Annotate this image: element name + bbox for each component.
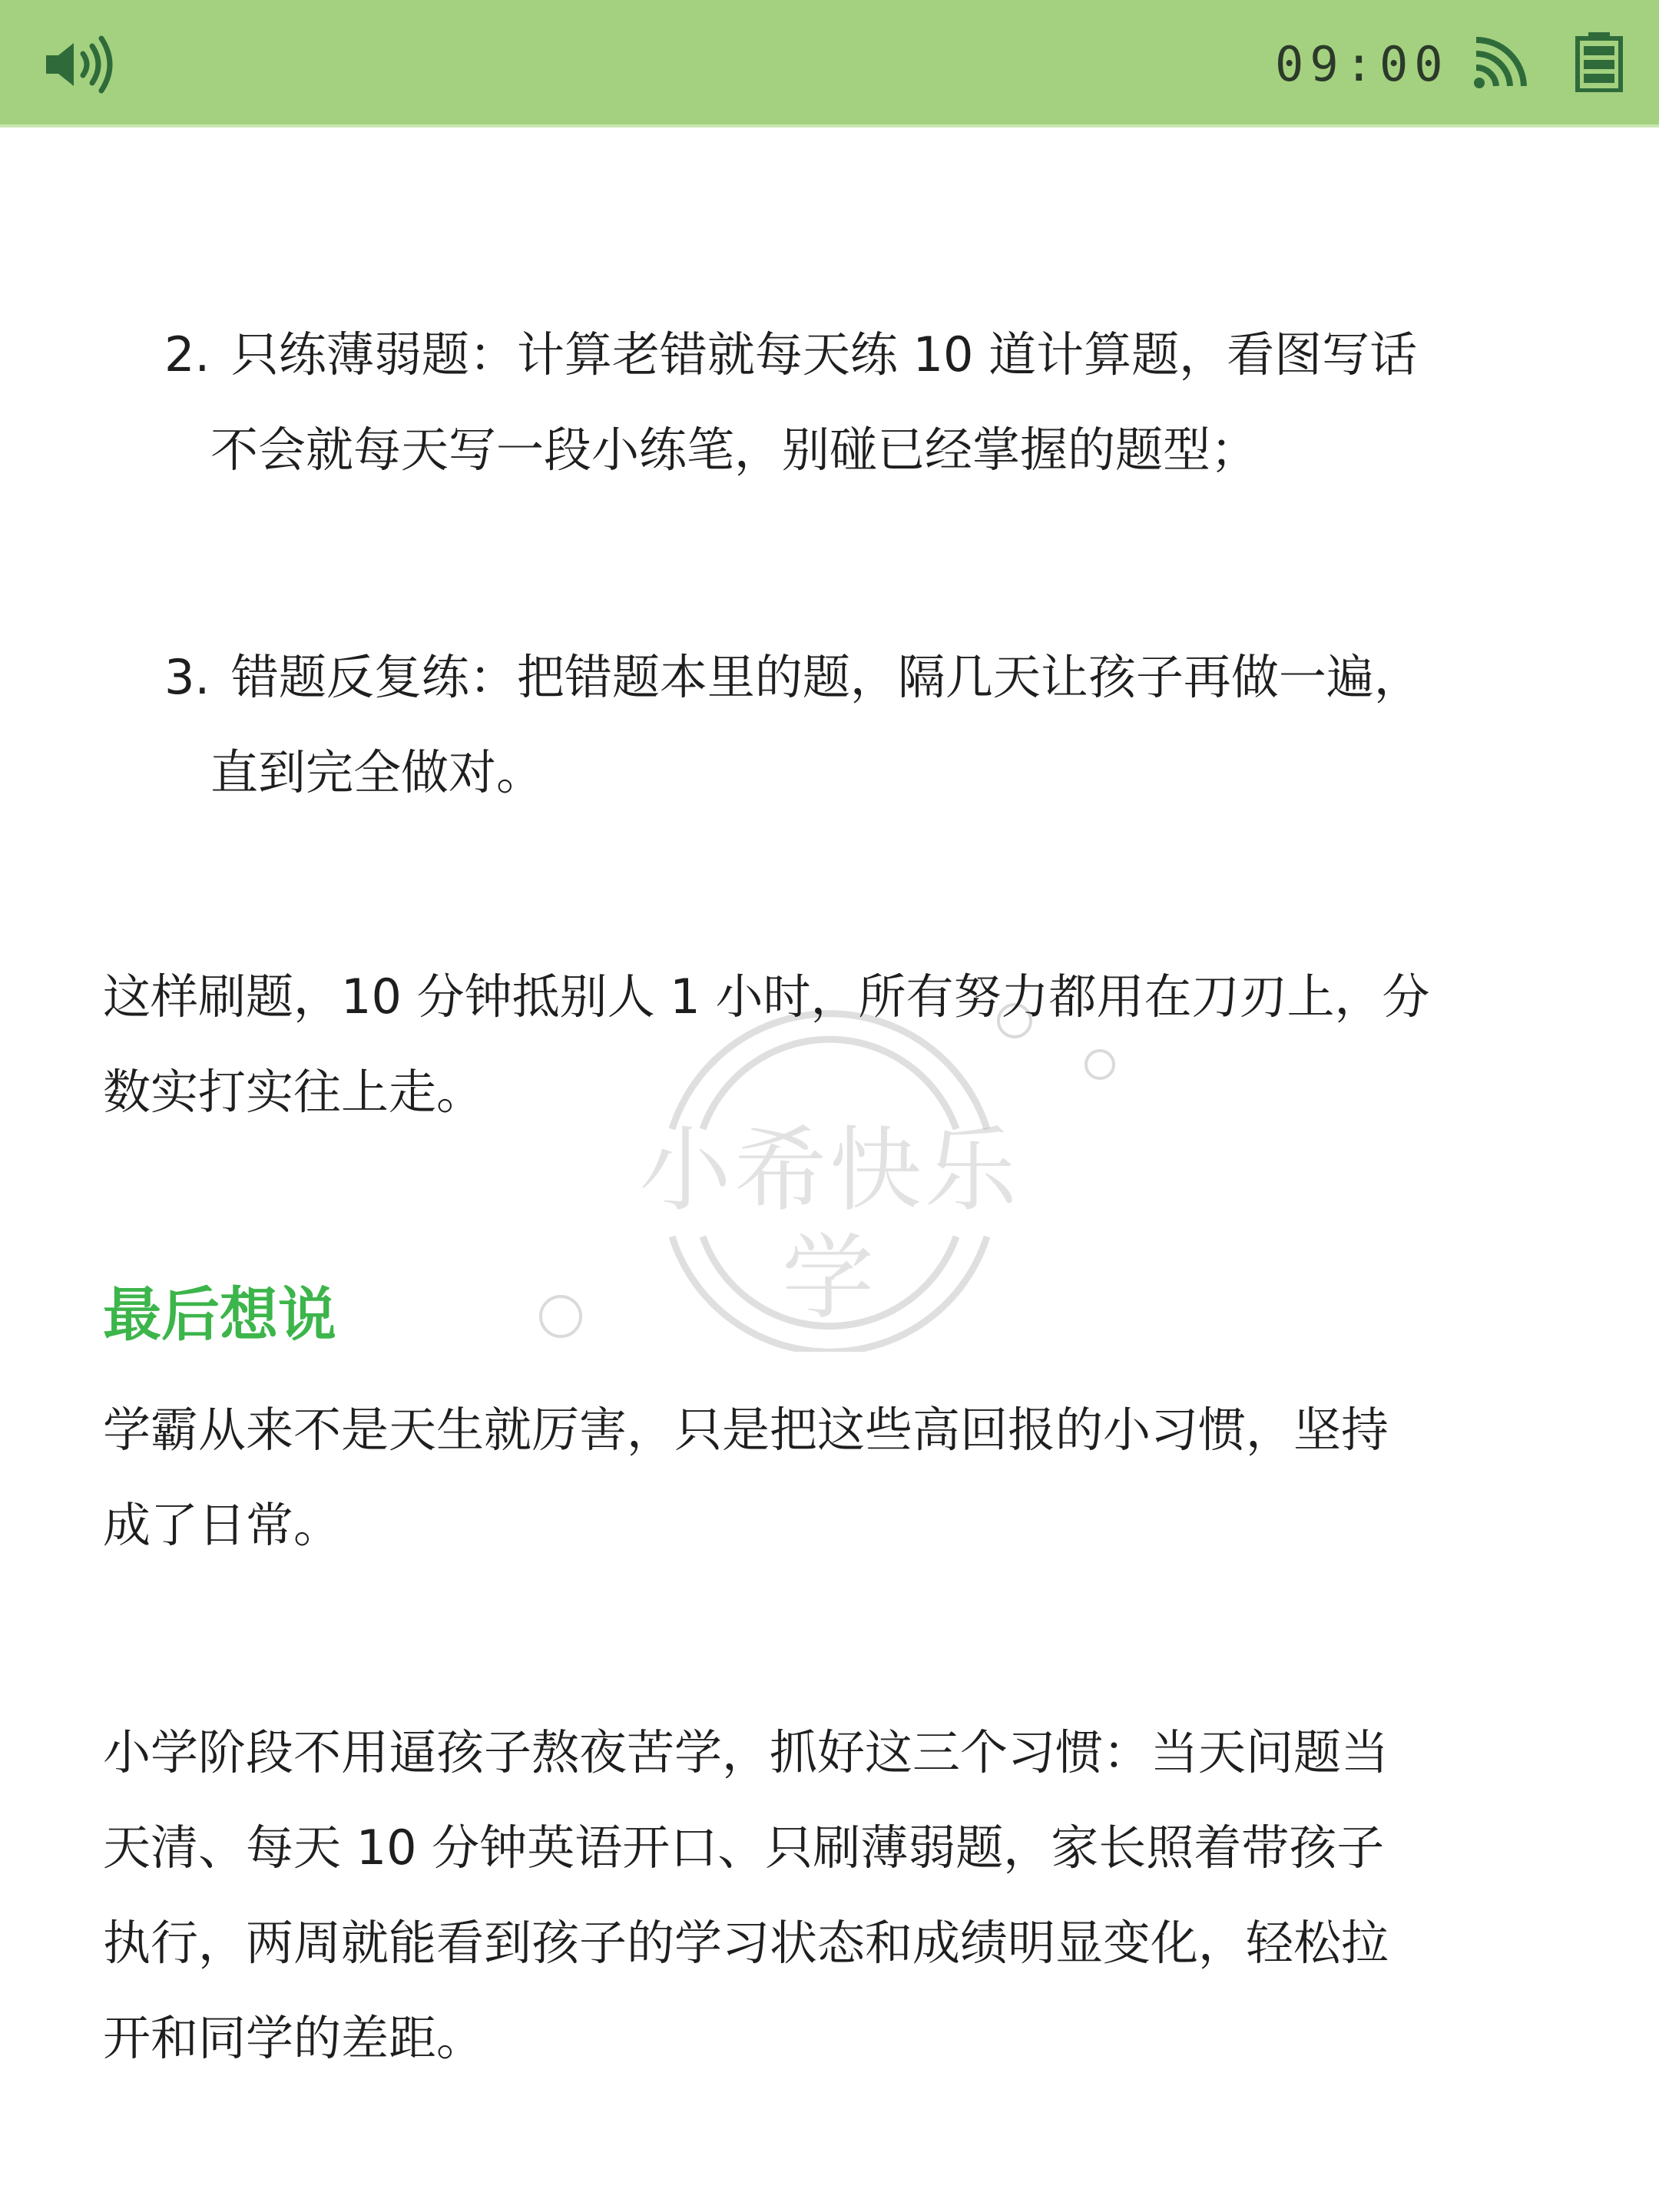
list-item-number: 3. (164, 649, 210, 705)
status-bar (0, 0, 1659, 127)
paragraph-line: 开和同学的差距。 (103, 2010, 485, 2066)
closing-paragraph-1 (103, 1382, 1562, 1573)
battery-icon (1575, 31, 1624, 92)
summary-paragraph (103, 949, 1562, 1140)
paragraph-line: 天清、每天 10 分钟英语开口、只刷薄弱题，家长照着带孩子 (103, 1820, 1385, 1876)
list-item-2-line1 (164, 307, 1570, 402)
list-item-2 (164, 307, 1570, 498)
paragraph-line: 学霸从来不是天生就厉害，只是把这些高回报的小习惯，坚持 (103, 1402, 1389, 1458)
speaker-volume-icon[interactable] (43, 34, 117, 95)
clock-time: 09:00 (1275, 36, 1449, 92)
list-item-3-line1 (164, 630, 1570, 725)
paragraph-line: 小学阶段不用逼孩子熬夜苦学，抓好这三个习惯：当天问题当 (103, 1724, 1389, 1780)
paragraph-line: 执行，两周就能看到孩子的学习状态和成绩明显变化，轻松拉 (103, 1915, 1389, 1971)
wifi-signal-icon (1469, 31, 1542, 92)
list-item-text-continued: 不会就每天写一段小练笔，别碰已经掌握的题型； (210, 422, 1259, 478)
paragraph-line: 这样刷题，10 分钟抵别人 1 小时，所有努力都用在刀刃上，分 (103, 969, 1430, 1025)
closing-paragraph-2 (103, 1705, 1562, 2086)
section-heading: 最后想说 (103, 1280, 336, 1349)
paragraph-line: 数实打实往上走。 (103, 1064, 485, 1120)
list-item-text: 只练薄弱题：计算老错就每天练 10 道计算题，看图写话 (230, 326, 1418, 382)
list-item-number: 2. (164, 326, 210, 382)
decorative-circle (539, 1295, 582, 1338)
list-item-text-continued: 直到完全做对。 (210, 744, 545, 800)
list-item-text: 错题反复练：把错题本里的题，隔几天让孩子再做一遍， (230, 649, 1422, 705)
list-item-3 (164, 630, 1570, 820)
watermark-text: 小希快乐学 (639, 1118, 1020, 1332)
paragraph-line: 成了日常。 (103, 1497, 342, 1553)
